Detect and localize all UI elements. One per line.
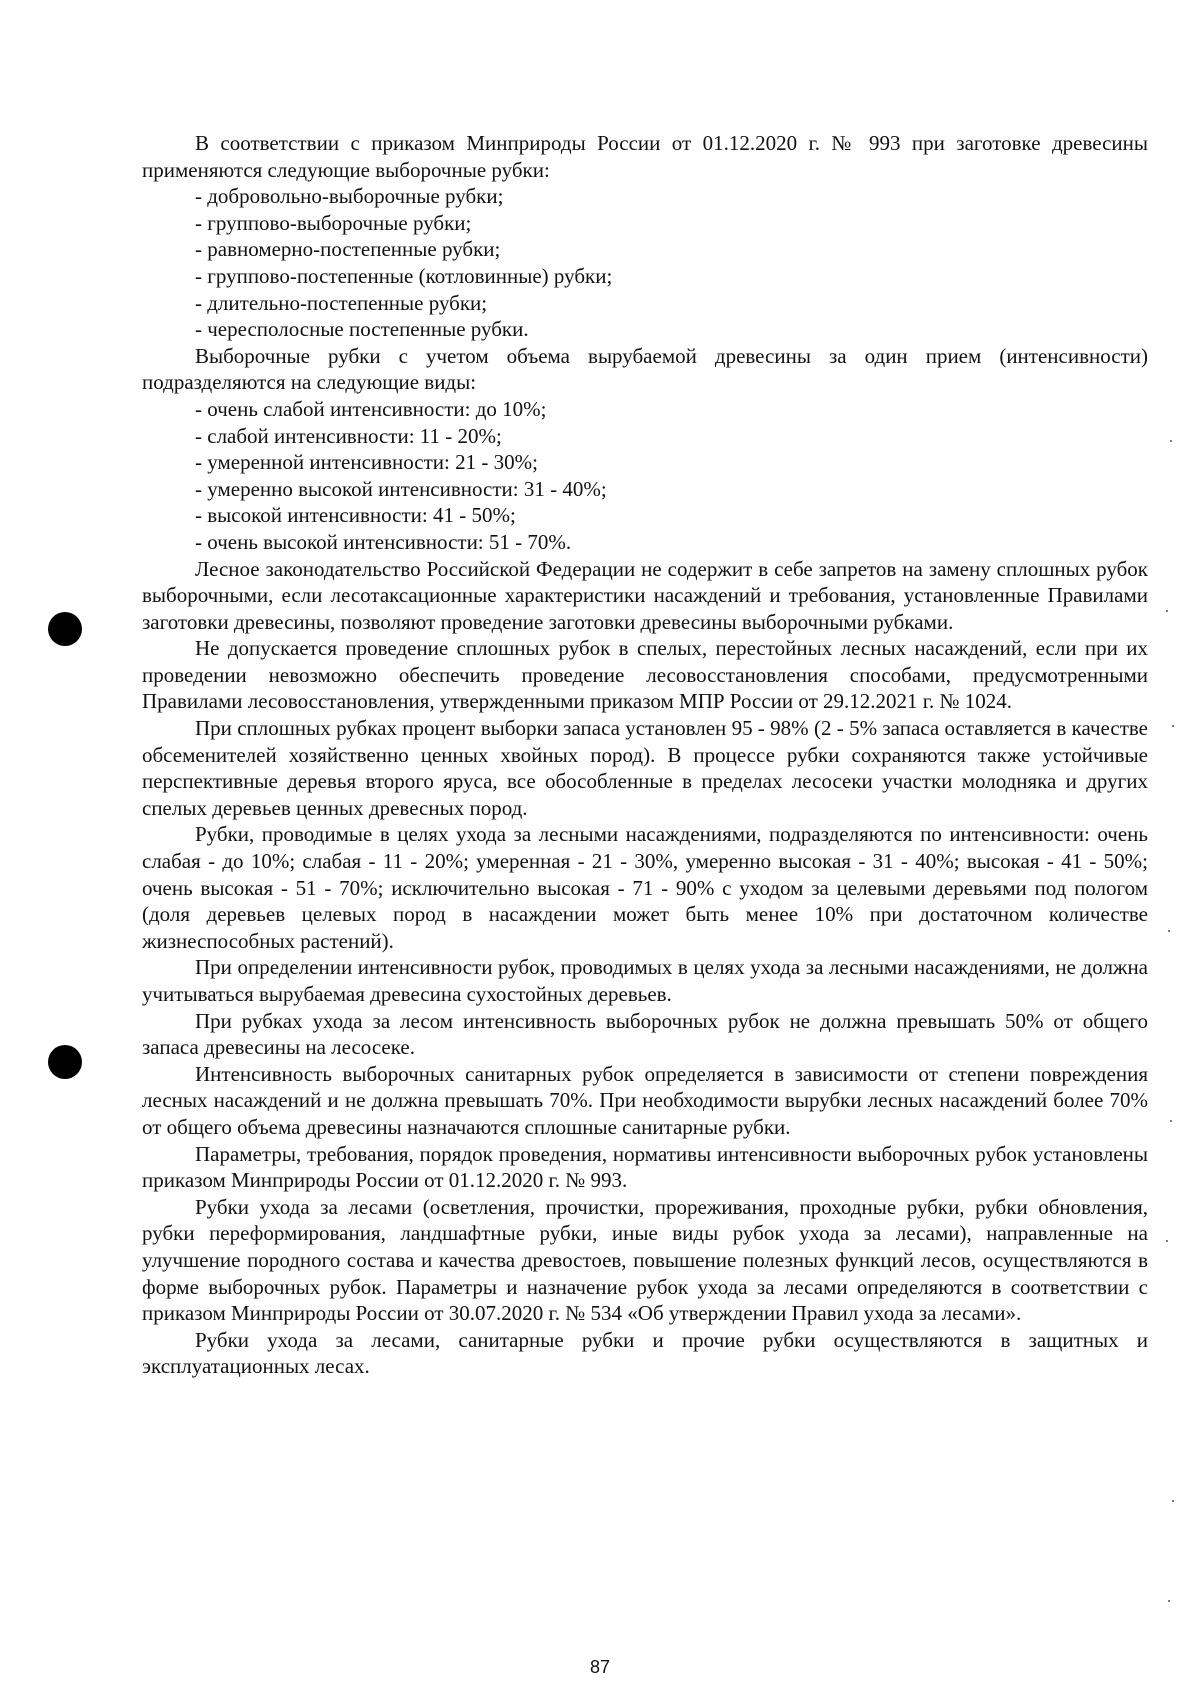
list-item: - чересполосные постепенные рубки. xyxy=(195,317,529,342)
paragraph: Рубки, проводимые в целях ухода за лесными насаждениями, подразделяются по интенсивности: очень слабая - до 10%; слабая - 11 - 20%; умеренная - 21 - 30%, умеренно высокая - 31 - 40%; высокая - 41 - 50%; очень высокая - 51 - 70%; исключительно высокая - 71 - 90% с уходом за целевыми деревьями под пологом (доля деревьев целевых пород в насаждении может быть менее 10% при достаточном количестве жизнеспособных растений). xyxy=(142,822,1148,953)
scan-speck xyxy=(1168,930,1170,932)
list-item: - группово-постепенные (котловинные) рубки; xyxy=(195,263,613,288)
scan-speck xyxy=(1166,610,1168,612)
scan-speck xyxy=(1172,725,1174,727)
list-item: - умеренно высокой интенсивности: 31 - 40%; xyxy=(195,476,607,501)
paragraph: При сплошных рубках процент выборки запаса установлен 95 - 98% (2 - 5% запаса оставляется в качестве обсеменителей хозяйственно ценных хвойных пород). В процессе рубки сохраняются также устойчивые перспективные деревья второго яруса, все обособленные в пределах лесосеки участки молодняка и других спелых деревьев ценных древесных пород. xyxy=(142,716,1148,820)
paragraph: Интенсивность выборочных санитарных рубок определяется в зависимости от степени повреждения лесных насаждений и не должна превышать 70%. При необходимости вырубки лесных насаждений более 70% от общего объема древесины назначаются сплошные санитарные рубки. xyxy=(142,1061,1148,1139)
scan-speck xyxy=(1172,1500,1174,1502)
punch-hole xyxy=(48,612,82,646)
paragraph: Рубки ухода за лесами (осветления, прочистки, прореживания, проходные рубки, рубки обновления, рубки переформирования, ландшафтные рубки, иные виды рубок ухода за лесами), направленные на улучшение породного состава и качества древостоев, повышение полезных функций лесов, осуществляются в форме выборочных рубок. Параметры и назначение рубок ухода за лесами определяются в соответствии с приказом Минприроды России от 30.07.2020 г. № 534 «Об утверждении Правил ухода за лесами». xyxy=(142,1194,1148,1326)
list-item: - очень высокой интенсивности: 51 - 70%. xyxy=(195,529,572,554)
page-number: 87 xyxy=(589,1657,611,1677)
list-item: - умеренной интенсивности: 21 - 30%; xyxy=(195,450,538,475)
paragraph: В соответствии с приказом Минприроды России от 01.12.2020 г. № 993 при заготовке древесины применяются следующие выборочные рубки: xyxy=(142,131,1148,182)
paragraph: Выборочные рубки с учетом объема вырубаемой древесины за один прием (интенсивности) подразделяются на следующие виды: xyxy=(142,343,1148,395)
list-item: - равномерно-постепенные рубки; xyxy=(195,237,501,262)
paragraph: Не допускается проведение сплошных рубок в спелых, перестойных лесных насаждений, если при их проведении невозможно обеспечить проведение лесовосстановления способами, предусмотренными Правилами лесовосстановления, утвержденными приказом МПР России от 29.12.2021 г. № 1024. xyxy=(142,636,1148,714)
document-body xyxy=(142,130,1148,1380)
list-item: - слабой интенсивности: 11 - 20%; xyxy=(195,423,502,448)
paragraph: Параметры, требования, порядок проведения, нормативы интенсивности выборочных рубок установлены приказом Минприроды России от 01.12.2020 г. № 993. xyxy=(142,1141,1148,1193)
paragraph: При определении интенсивности рубок, проводимых в целях ухода за лесными насаждениями, не должна учитываться вырубаемая древесина сухостойных деревьев. xyxy=(142,955,1148,1006)
list-item: - очень слабой интенсивности: до 10%; xyxy=(195,396,547,421)
punch-hole xyxy=(48,1045,82,1079)
list-item: - длительно-постепенные рубки; xyxy=(195,290,488,315)
scan-speck xyxy=(1170,440,1172,442)
scan-speck xyxy=(1166,1240,1168,1242)
paragraph: При рубках ухода за лесом интенсивность выборочных рубок не должна превышать 50% от общего запаса древесины на лесосеке. xyxy=(142,1008,1148,1060)
scan-speck xyxy=(1168,1600,1170,1602)
list-item: - группово-выборочные рубки; xyxy=(195,210,472,235)
paragraph: Лесное законодательство Российской Федерации не содержит в себе запретов на замену сплошных рубок выборочными, если лесотаксационные характеристики насаждений и требования, установленные Правилами заготовки древесины, позволяют проведение заготовки древесины выборочными рубками. xyxy=(142,556,1148,634)
list-item: - высокой интенсивности: 41 - 50%; xyxy=(195,503,516,528)
paragraph: Рубки ухода за лесами, санитарные рубки и прочие рубки осуществляются в защитных и эксплуатационных лесах. xyxy=(142,1327,1148,1379)
scan-speck xyxy=(1170,1120,1172,1122)
list-item: - добровольно-выборочные рубки; xyxy=(195,184,504,209)
